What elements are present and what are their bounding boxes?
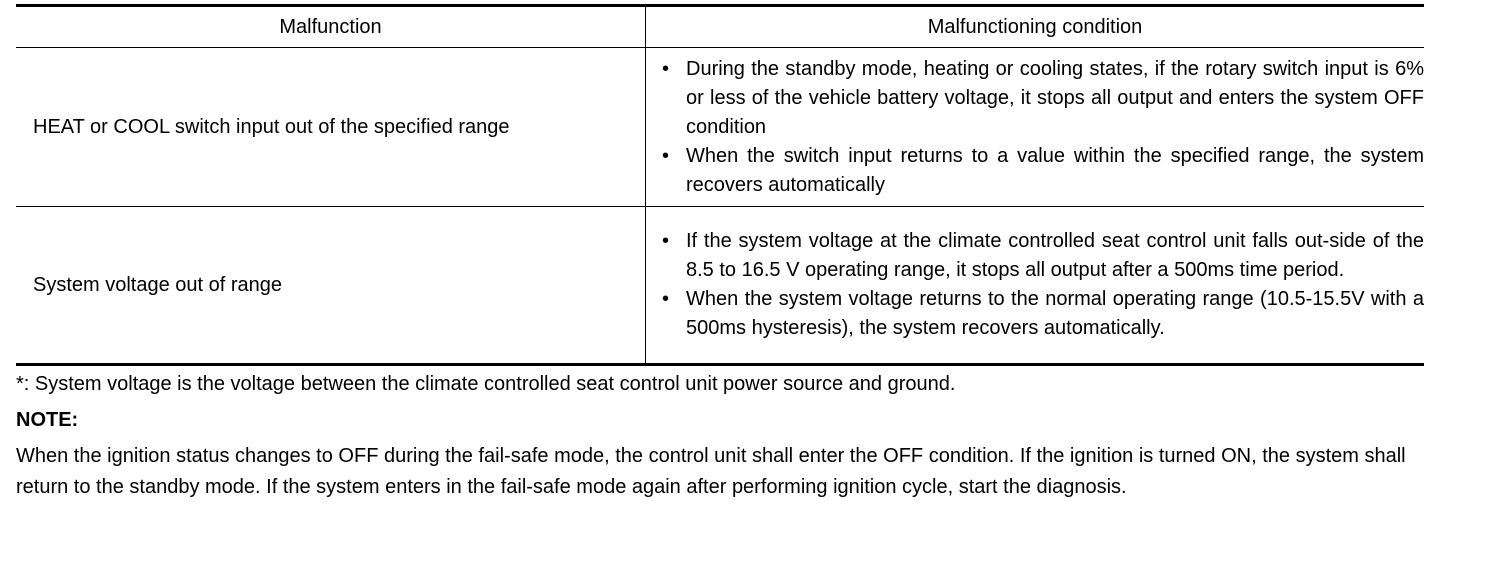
condition-item — [662, 227, 1424, 285]
condition-item — [662, 55, 1424, 142]
note-body: When the ignition status changes to OFF during the fail-safe mode, the control unit shall enter the OFF condition. If the ignition is turned ON, the system shall return to the standby mode. If the system enters in the fail-safe mode again after performing ignition cycle, start the diagnosis. — [16, 445, 1406, 498]
condition-text: When the switch input returns to a value within the specified range, the system recovers automatically — [686, 144, 1424, 196]
document-page — [16, 4, 1424, 503]
condition-text: When the system voltage returns to the normal operating range (10.5-15.5V with a 500ms hysteresis), the system recovers automatically. — [686, 288, 1424, 339]
bullet-icon: • — [662, 288, 670, 310]
condition-cell — [646, 207, 1425, 365]
condition-item — [662, 285, 1424, 343]
condition-list — [646, 227, 1424, 343]
table-header-row — [16, 6, 1424, 48]
condition-list — [646, 55, 1424, 200]
table-row — [16, 207, 1424, 365]
malfunction-table — [16, 4, 1424, 366]
malfunction-cell: System voltage out of range — [16, 207, 646, 365]
header-malfunction: Malfunction — [16, 6, 646, 48]
bullet-icon: • — [662, 230, 670, 252]
note-heading: NOTE: — [16, 409, 79, 431]
condition-item — [662, 142, 1424, 200]
malfunction-cell: HEAT or COOL switch input out of the specified range — [16, 48, 646, 207]
header-malfunctioning-condition: Malfunctioning condition — [646, 6, 1425, 48]
bullet-icon: • — [662, 144, 670, 167]
table-row — [16, 48, 1424, 207]
condition-cell — [646, 48, 1425, 207]
footnote: *: System voltage is the voltage between the climate controlled seat control unit power source and ground. — [16, 373, 956, 395]
bullet-icon: • — [662, 57, 670, 80]
condition-text: During the standby mode, heating or cooling states, if the rotary switch input is 6% or less of the vehicle battery voltage, it stops all output and enters the system OFF condition — [686, 57, 1424, 138]
condition-text: If the system voltage at the climate controlled seat control unit falls out-side of the 8.5 to 16.5 V operating range, it stops all output after a 500ms time period. — [686, 230, 1424, 281]
